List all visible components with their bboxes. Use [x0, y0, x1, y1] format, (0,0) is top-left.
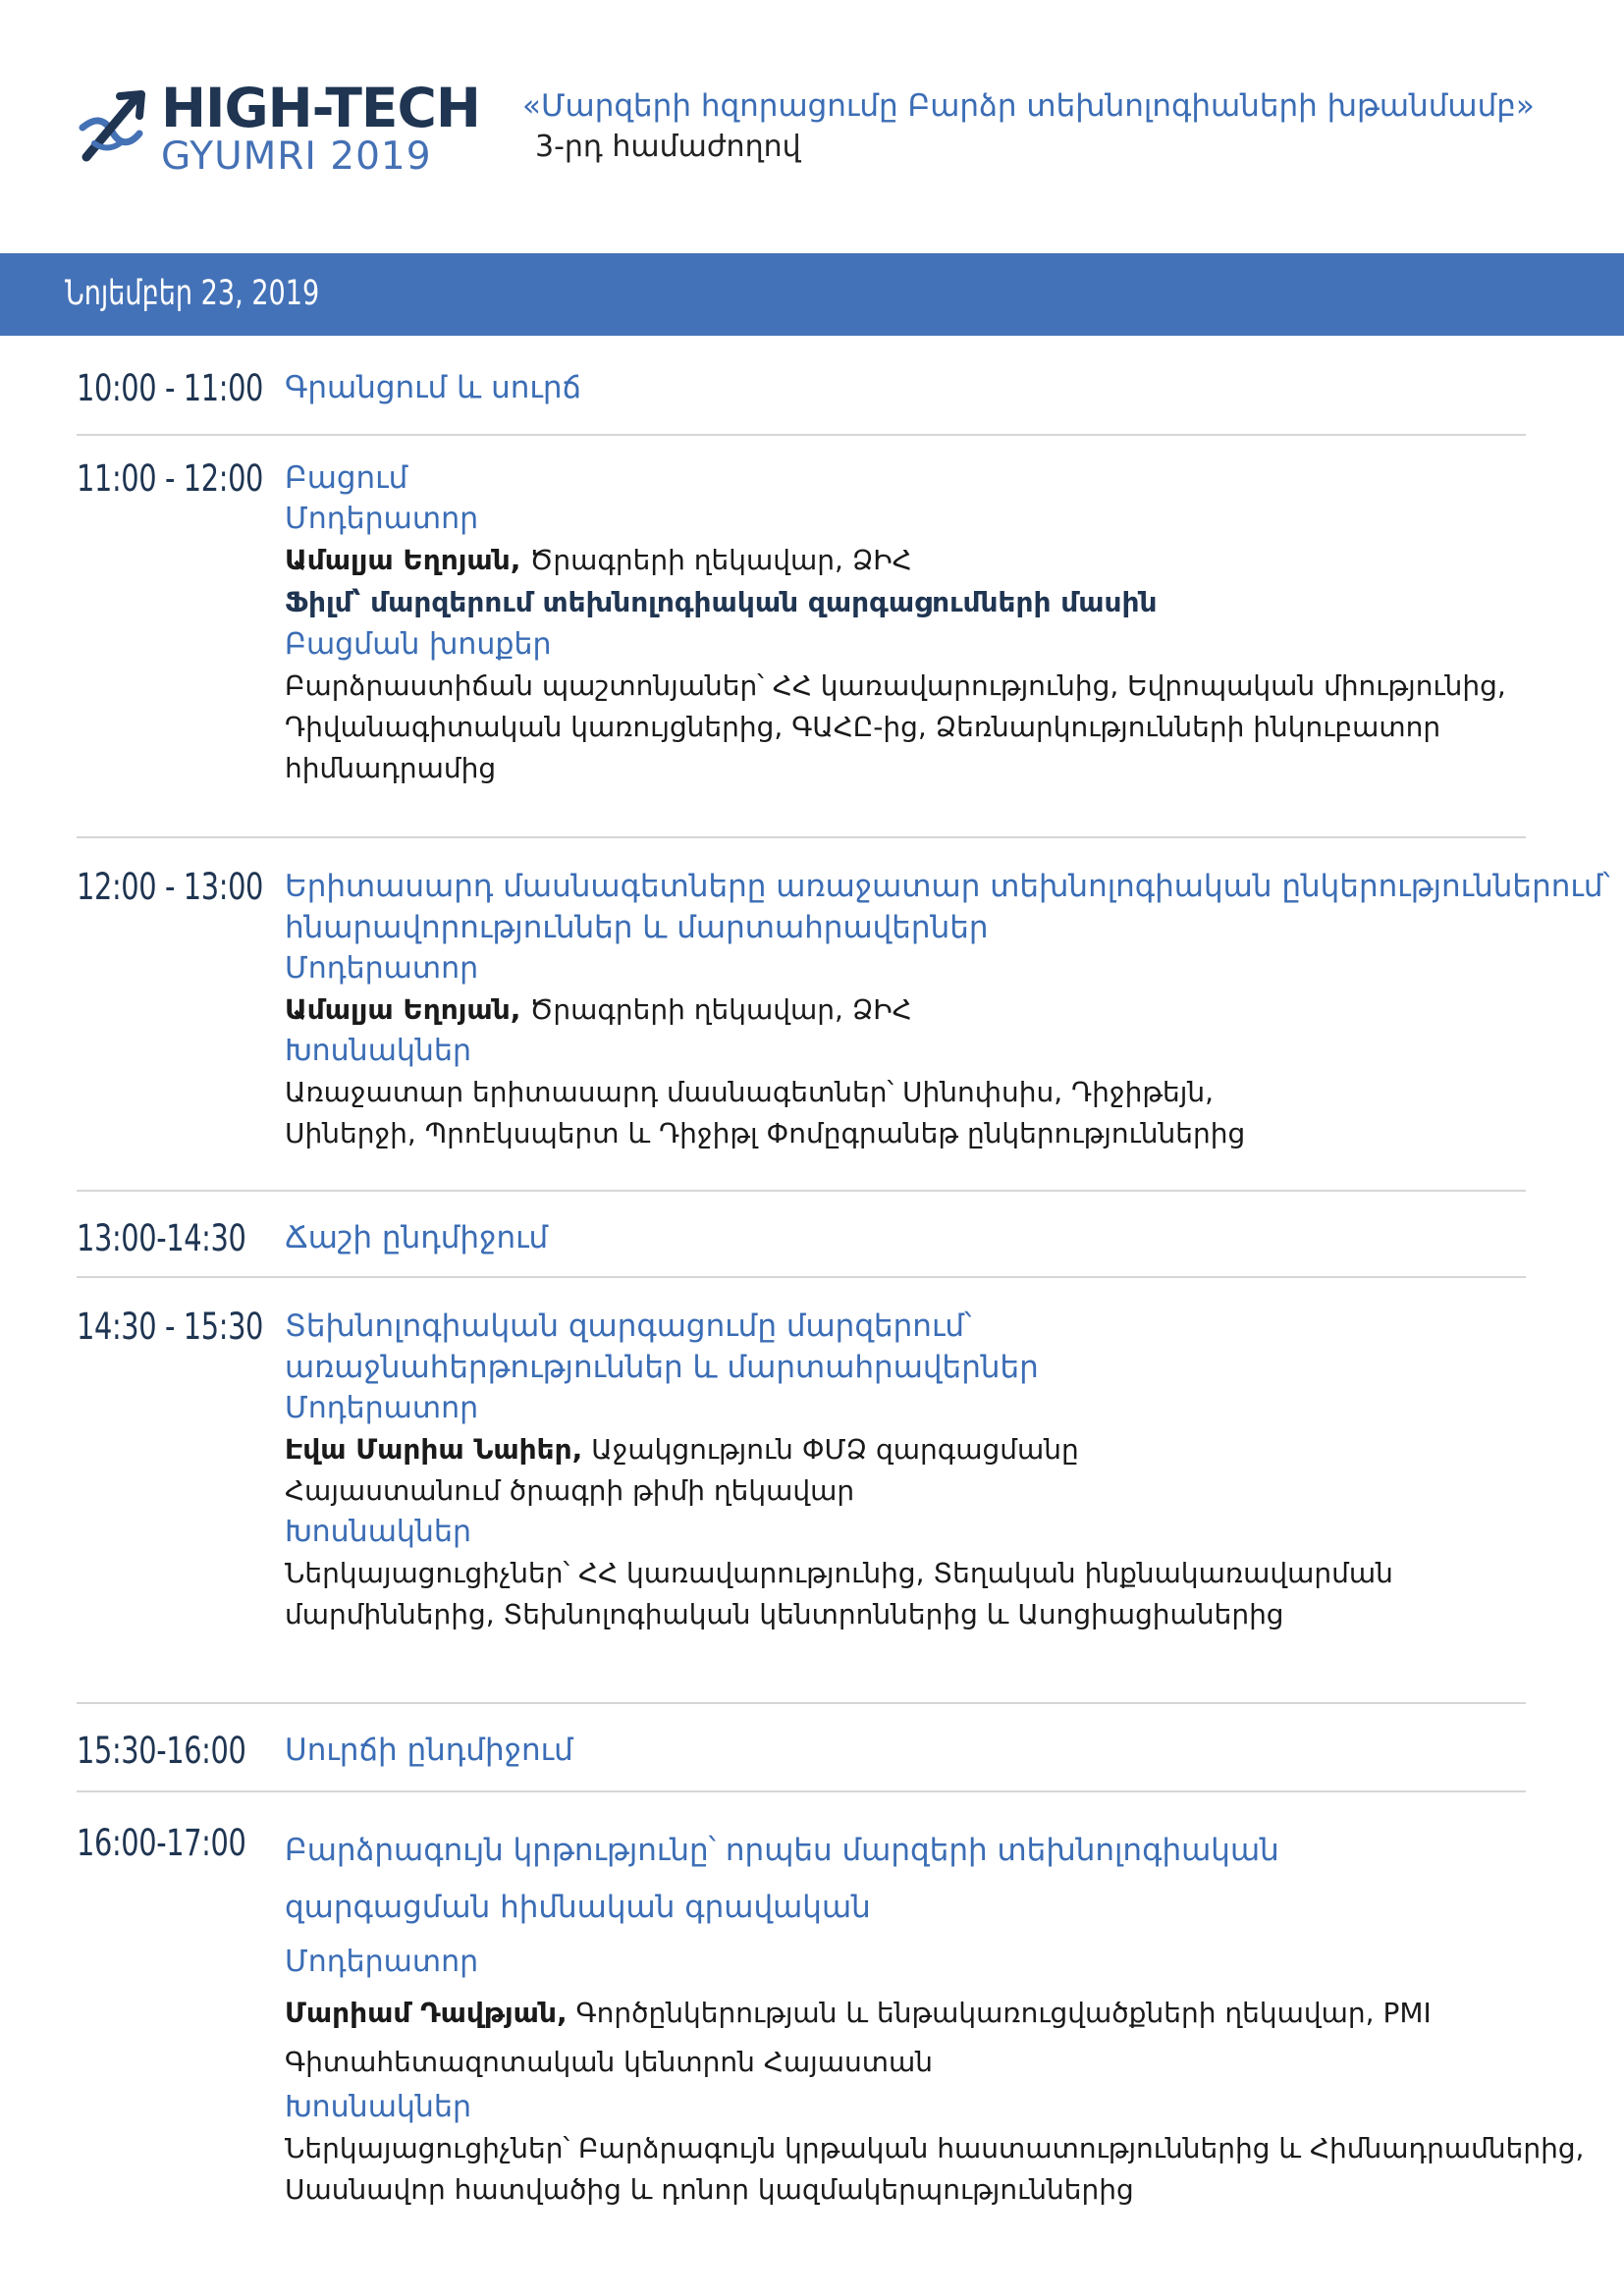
- moderator-label: Մոդերատոր: [285, 1945, 479, 1979]
- moderator-name: Մարիամ Դավթյան,: [285, 1997, 568, 2029]
- session-time: 16:00-17:00: [77, 1822, 246, 1864]
- speakers-label: Խոսնակներ: [285, 1034, 471, 1068]
- session-title: Սուրճի ընդմիջում: [285, 1733, 573, 1768]
- agenda-date: Նոյեմբեր 23, 2019: [65, 274, 320, 313]
- session-time: 11:00 - 12:00: [77, 457, 264, 500]
- moderator-role-continued: Հայաստանում ծրագրի թիմի ղեկավար: [285, 1474, 855, 1507]
- moderator-name: Ամալյա Եղոյան,: [285, 993, 521, 1026]
- speakers-line: հիմնադրամից: [285, 752, 497, 784]
- page-header: [0, 0, 1624, 253]
- logo-wordmark-bottom: GYUMRI 2019: [161, 134, 432, 179]
- speakers-line: Սիներջի, Պրոէկսպերտ և Դիջիթլ Փոմըգրանեթ ընկերություններից: [285, 1117, 1246, 1149]
- moderator-role-continued: Գիտահետազոտական կենտրոն Հայաստան: [285, 2046, 933, 2078]
- session-time: 14:30 - 15:30: [77, 1306, 264, 1348]
- session-title-line: Տեխնոլոգիական զարգացումը մարզերում՝: [285, 1308, 972, 1344]
- session-time: 10:00 - 11:00: [77, 367, 264, 409]
- moderator-role: Գործընկերության և ենթակառուցվածքների ղեկավար, PMI: [567, 1997, 1432, 2029]
- session-title-line: զարգացման հիմնական գրավական: [285, 1890, 871, 1925]
- event-title: «Մարզերի հզորացումը Բարձր տեխնոլոգիաների խթանմամբ»: [522, 88, 1535, 124]
- moderator-name: Ամալյա Եղոյան,: [285, 544, 521, 576]
- moderator-label: Մոդերատոր: [285, 951, 479, 986]
- speakers-line: մարմիններից, Տեխնոլոգիական կենտրոններից և Ասոցիացիաներից: [285, 1598, 1284, 1630]
- speakers-label: Խոսնակներ: [285, 1515, 471, 1549]
- moderator-role: Աջակցություն ՓՄՁ զարգացմանը: [582, 1433, 1079, 1466]
- session-time: 12:00 - 13:00: [77, 866, 264, 908]
- session-divider: [77, 434, 1526, 436]
- moderator-line: [285, 1429, 1526, 1470]
- moderator-name: Էվա Մարիա Նաիեր,: [285, 1433, 583, 1466]
- speakers-label: Բացման խոսքեր: [285, 627, 552, 662]
- speakers-line: Ներկայացուցիչներ՝ Բարձրագույն կրթական հաստատություններից և Հիմնադրամներից,: [285, 2132, 1585, 2164]
- moderator-line: [285, 540, 1526, 581]
- session-title-line: Երիտասարդ մասնագետները առաջատար տեխնոլոգիական ընկերություններում՝: [285, 869, 1610, 904]
- session-divider: [77, 1276, 1526, 1278]
- logo-wordmark-top: HIGH-TECH: [161, 77, 480, 139]
- session-title: Գրանցում և սուրճ: [285, 370, 582, 405]
- session-title-line: Բարձրագույն կրթությունը՝ որպես մարզերի տեխնոլոգիական: [285, 1833, 1279, 1868]
- session-time: 13:00-14:30: [77, 1217, 246, 1259]
- moderator-line: [285, 989, 1526, 1031]
- speakers-label: Խոսնակներ: [285, 2090, 471, 2124]
- session-title-line: հնարավորություններ և մարտահրավերներ: [285, 910, 989, 945]
- session-divider: [77, 1790, 1526, 1792]
- moderator-label: Մոդերատոր: [285, 1391, 479, 1425]
- event-logo: [77, 79, 499, 177]
- speakers-line: Բարձրաստիճան պաշտոնյաներ՝ ՀՀ կառավարությունից, Եվրոպական միությունից,: [285, 669, 1506, 702]
- speakers-line: Ներկայացուցիչներ՝ ՀՀ կառավարությունից, Տեղական ինքնակառավարման: [285, 1557, 1393, 1589]
- moderator-line: [285, 1989, 1526, 2038]
- session-title: Բացում: [285, 460, 408, 496]
- moderator-label: Մոդերատոր: [285, 502, 479, 536]
- date-banner: [0, 253, 1624, 336]
- session-divider: [77, 1702, 1526, 1704]
- speakers-line: Դիվանագիտական կառույցներից, ԳԱՀԸ-ից, Ձեռնարկությունների ինկուբատոր: [285, 711, 1441, 743]
- session-title-line: առաջնահերթություններ և մարտահրավերներ: [285, 1350, 1039, 1385]
- session-divider: [77, 1190, 1526, 1192]
- moderator-role: Ծրագրերի ղեկավար, ՁԻՀ: [520, 993, 912, 1026]
- session-title: Ճաշի ընդմիջում: [285, 1220, 549, 1255]
- session-divider: [77, 836, 1526, 838]
- event-subtitle: 3-րդ համաժողով: [535, 130, 801, 164]
- high-tech-gyumri-logo-icon: [77, 88, 155, 167]
- session-time: 15:30-16:00: [77, 1730, 246, 1772]
- moderator-role: Ծրագրերի ղեկավար, ՁԻՀ: [520, 544, 912, 576]
- film-topic: Ֆիլմ՝ մարզերում տեխնոլոգիական զարգացումների մասին: [285, 586, 1158, 618]
- speakers-line: Սասնավոր հատվածից և դոնոր կազմակերպություններից: [285, 2173, 1134, 2206]
- speakers-line: Առաջատար երիտասարդ մասնագետներ՝ Սինոփսիս, Դիջիթեյն,: [285, 1076, 1215, 1108]
